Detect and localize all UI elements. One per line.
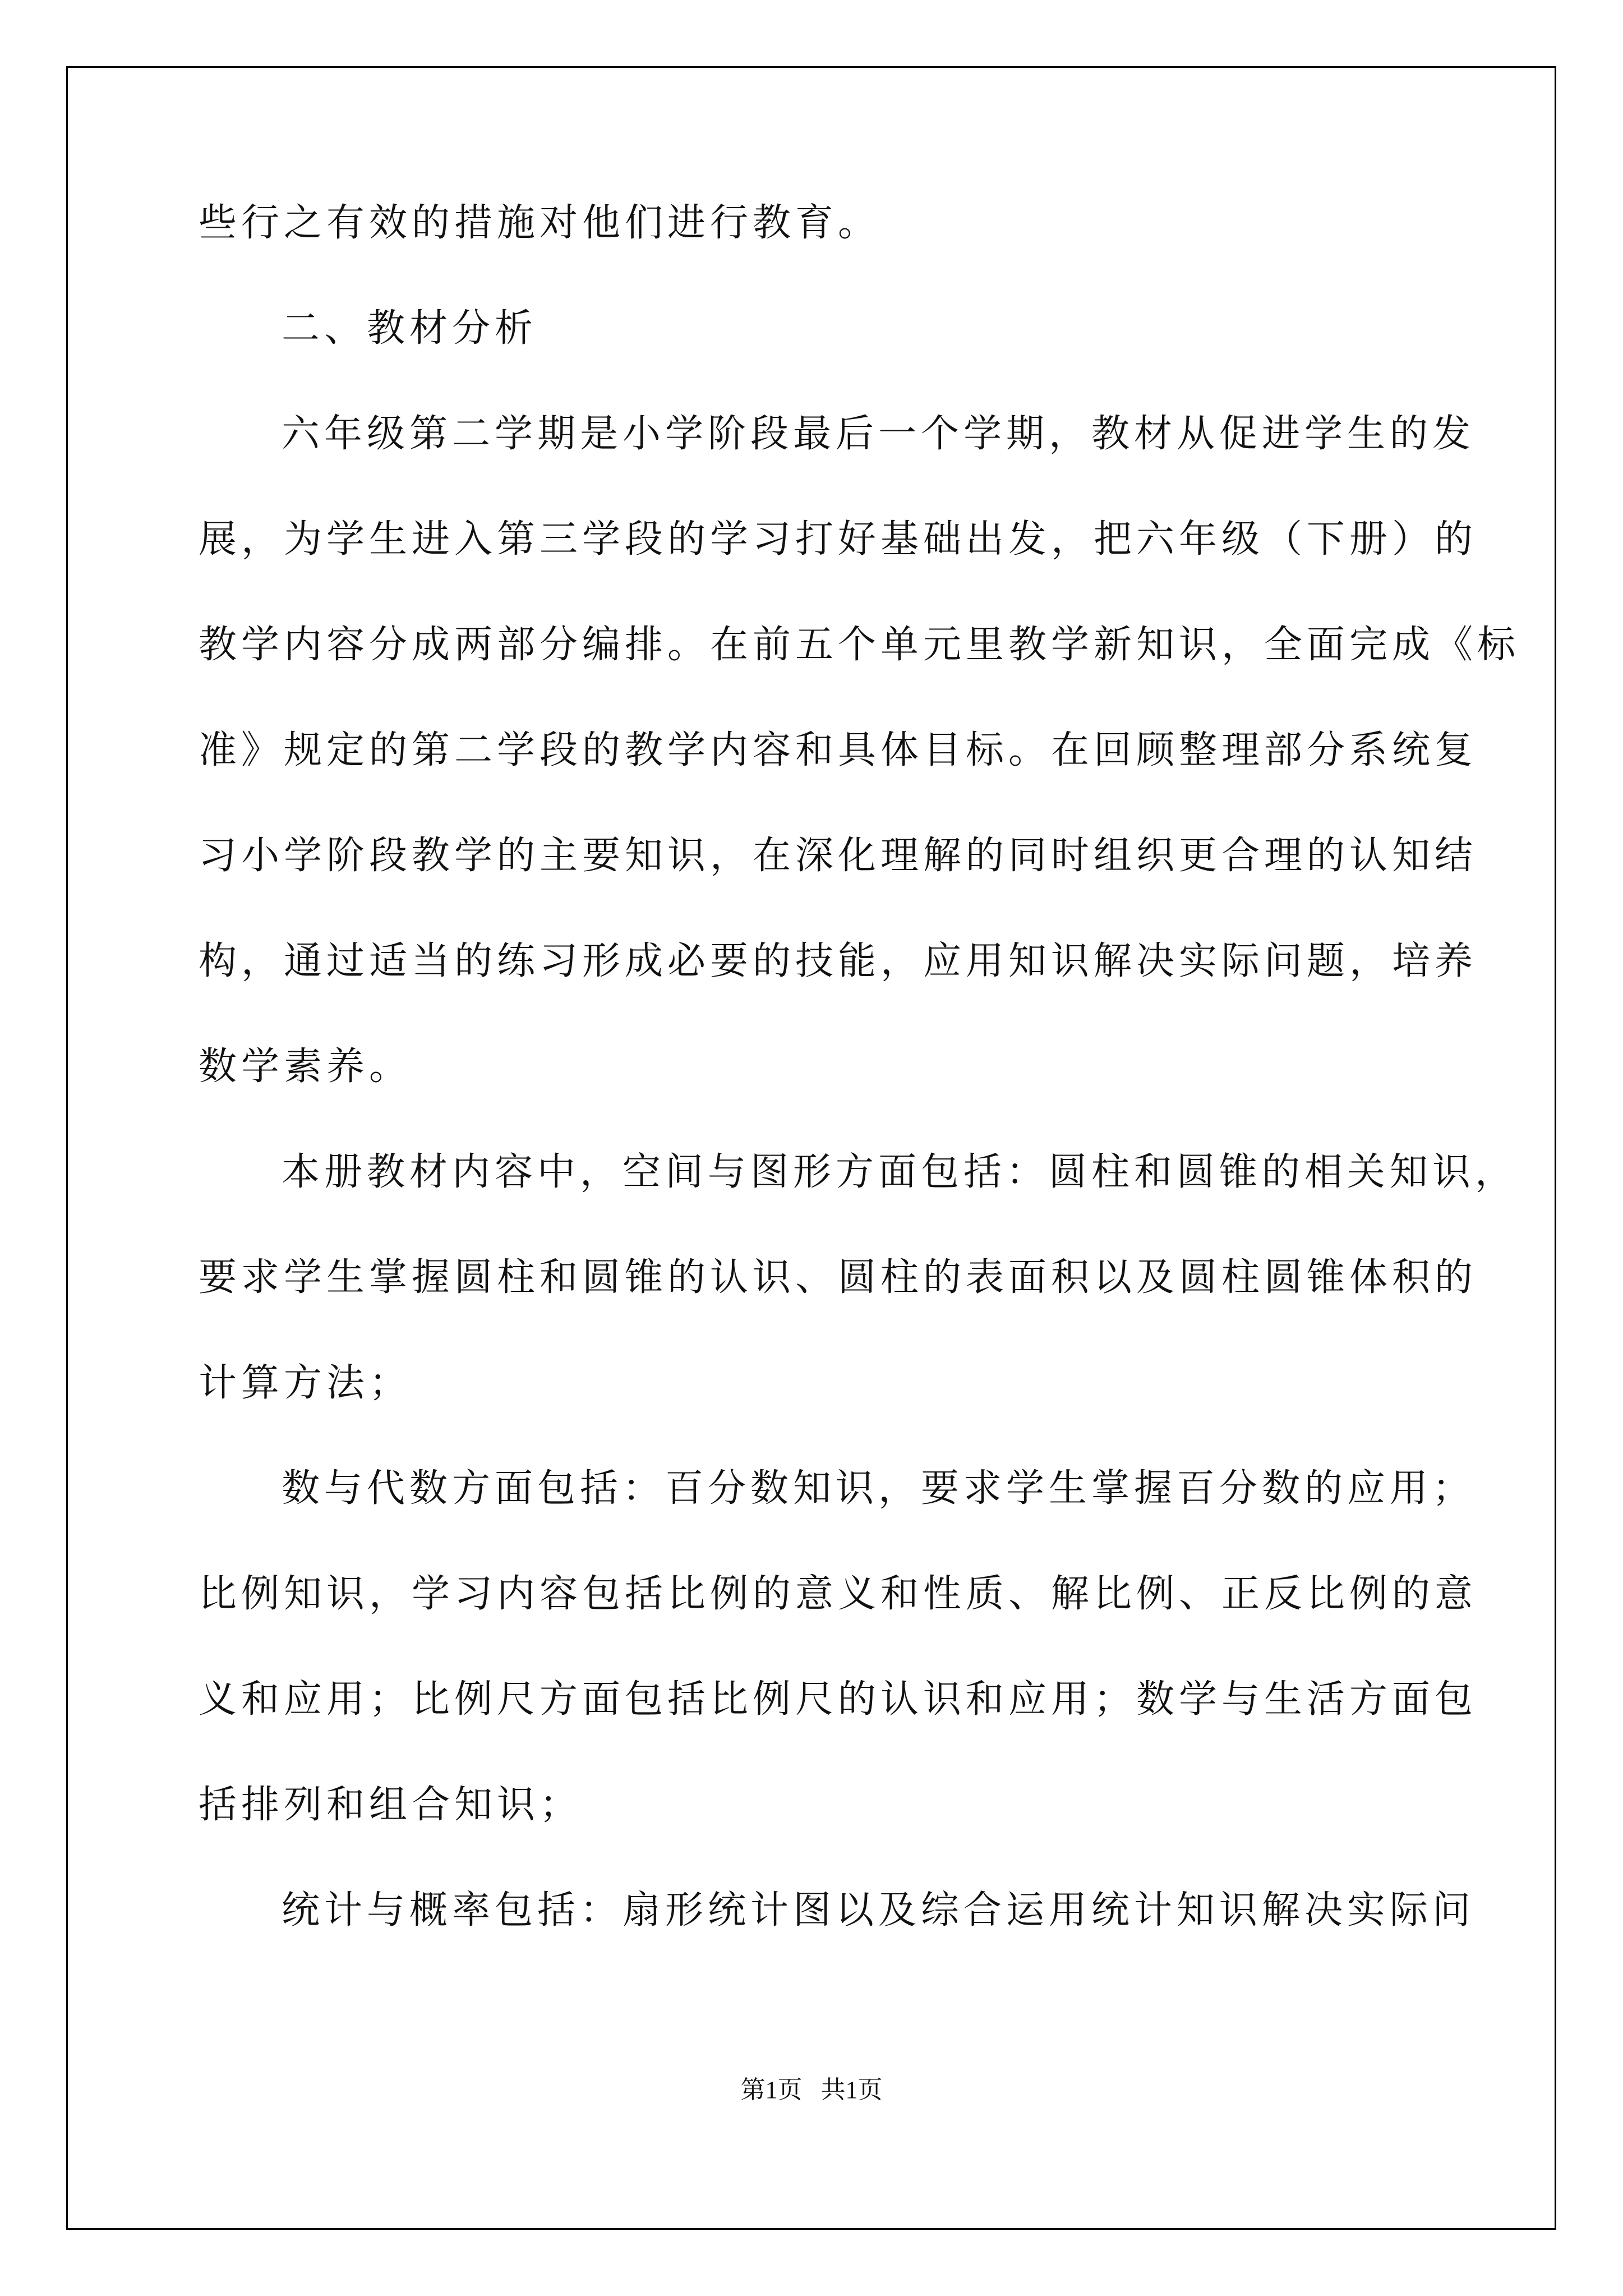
text-line: 比例知识，学习内容包括比例的意义和性质、解比例、正反比例的意	[199, 1572, 1478, 1616]
text-line: 要求学生掌握圆柱和圆锥的认识、圆柱的表面积以及圆柱圆锥体积的	[199, 1255, 1478, 1300]
text-line: 数与代数方面包括：百分数知识，要求学生掌握百分数的应用；	[282, 1466, 1476, 1511]
text-line: 些行之有效的措施对他们进行教育。	[199, 201, 881, 245]
text-line: 括排列和组合知识；	[199, 1783, 583, 1827]
text-line: 义和应用；比例尺方面包括比例尺的认识和应用；数学与生活方面包	[199, 1677, 1478, 1722]
section-heading: 二、教材分析	[282, 306, 538, 351]
text-line: 教学内容分成两部分编排。在前五个单元里教学新知识，全面完成《标	[199, 623, 1520, 667]
text-line: 六年级第二学期是小学阶段最后一个学期，教材从促进学生的发	[282, 412, 1476, 456]
text-line: 本册教材内容中，空间与图形方面包括：圆柱和圆锥的相关知识，	[282, 1150, 1518, 1194]
text-line: 构，通过适当的练习形成必要的技能，应用知识解决实际问题，培养	[199, 939, 1478, 983]
text-line: 数学素养。	[199, 1045, 412, 1089]
text-line: 准》规定的第二学段的教学内容和具体目标。在回顾整理部分系统复	[199, 728, 1478, 772]
text-line: 习小学阶段教学的主要知识，在深化理解的同时组织更合理的认知结	[199, 834, 1478, 878]
text-line: 展，为学生进入第三学段的学习打好基础出发，把六年级（下册）的	[199, 517, 1478, 562]
page-number-footer: 第1页 共1页	[740, 2076, 883, 2104]
text-line: 计算方法；	[199, 1361, 412, 1405]
document-body	[199, 201, 1520, 1995]
text-line: 统计与概率包括：扇形统计图以及综合运用统计知识解决实际问	[282, 1888, 1476, 1932]
